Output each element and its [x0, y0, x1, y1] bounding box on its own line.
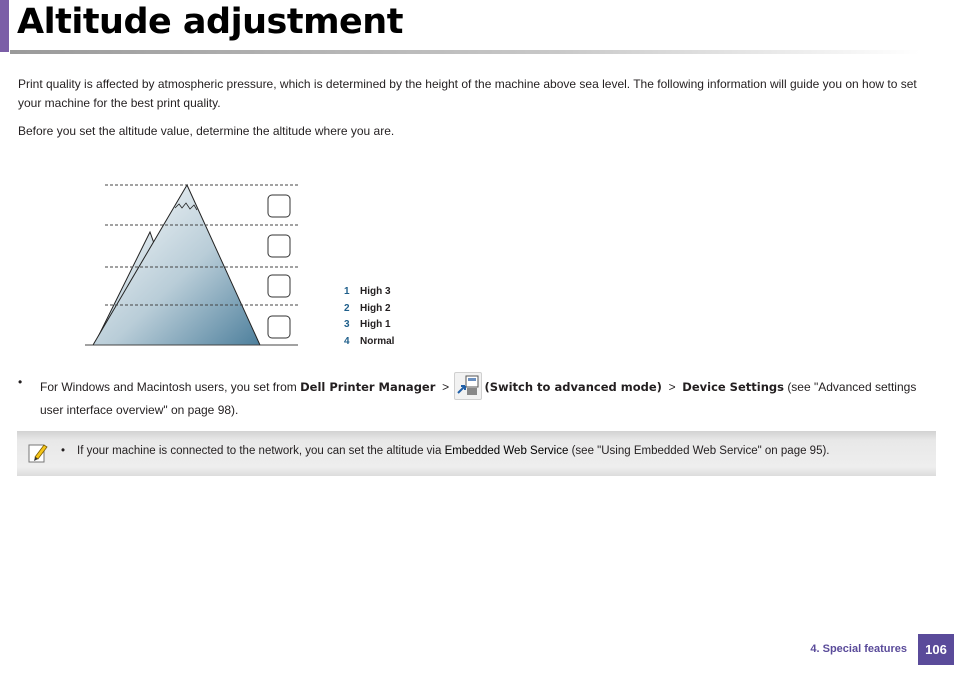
legend-label: High 3: [360, 286, 391, 297]
page-number-badge: 106: [918, 634, 954, 665]
footer-section-label: 4. Special features: [810, 643, 907, 655]
legend-label: High 2: [360, 302, 391, 314]
zone-box-4: [268, 316, 290, 338]
embedded-web-service-link[interactable]: Embedded Web Service: [444, 445, 569, 457]
bullet-marker: •: [18, 375, 23, 389]
legend-number: 2: [344, 302, 350, 314]
legend-label: High 1: [360, 319, 391, 330]
legend-number: 3: [344, 319, 350, 330]
legend-item: [344, 317, 394, 334]
note-pencil-icon: [27, 441, 49, 465]
separator: >: [442, 380, 450, 394]
switch-advanced-mode-label[interactable]: (Switch to advanced mode): [484, 380, 662, 394]
altitude-diagram: [80, 175, 310, 355]
zone-box-1: [268, 195, 290, 217]
legend-item: [344, 301, 394, 318]
bullet-marker: •: [61, 445, 66, 457]
zone-box-3: [268, 275, 290, 297]
legend-number: 1: [344, 286, 350, 297]
instruction-suffix: (see "Advanced settings user interface overview" on page 98).: [40, 380, 917, 417]
legend-label: Normal: [360, 335, 395, 347]
zone-box-2: [268, 235, 290, 257]
note-box: [17, 431, 936, 476]
title-accent-bar: [0, 0, 9, 52]
title-rule: [10, 50, 920, 54]
advanced-mode-icon[interactable]: [454, 372, 482, 400]
device-settings-label[interactable]: Device Settings: [682, 380, 784, 394]
page-title: Altitude adjustment: [17, 2, 403, 42]
instruction-prefix: For Windows and Macintosh users, you set from: [40, 380, 297, 394]
instruction-bullet: [18, 372, 938, 420]
separator: >: [668, 380, 676, 394]
instruction-text: [40, 372, 938, 420]
note-prefix: If your machine is connected to the network, you can set the altitude via: [77, 445, 442, 457]
mountain-front: [93, 185, 260, 345]
note-text: [61, 443, 830, 459]
altitude-legend: [344, 284, 394, 350]
dell-printer-manager-link[interactable]: Dell Printer Manager: [300, 380, 436, 394]
legend-item: [344, 334, 394, 351]
legend-number: 4: [344, 335, 350, 347]
intro-paragraph: Print quality is affected by atmospheric pressure, which is determined by the height of the machine above sea level. The following information will guide you on how to set your machine for the best print quality.: [18, 77, 917, 110]
legend-item: [344, 284, 394, 301]
before-paragraph: Before you set the altitude value, determine the altitude where you are.: [18, 124, 395, 138]
note-suffix: (see "Using Embedded Web Service" on page 95).: [571, 445, 830, 457]
